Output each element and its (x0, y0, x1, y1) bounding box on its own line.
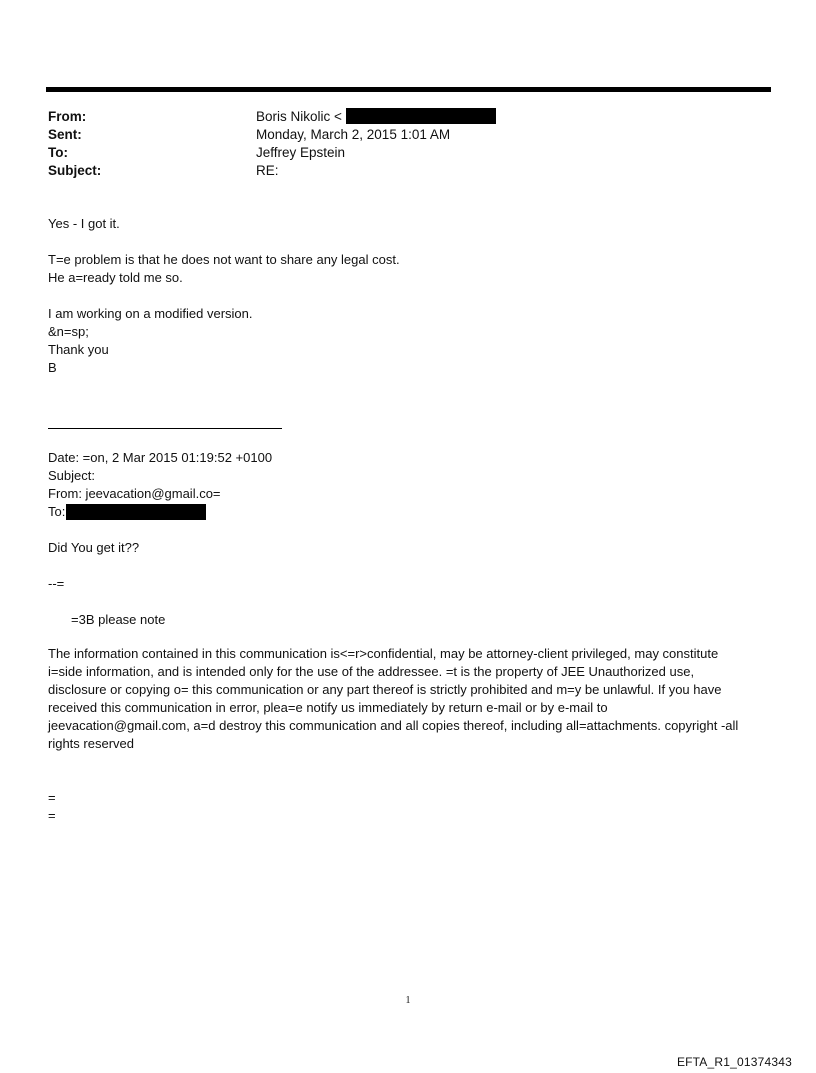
page-number: 1 (405, 995, 411, 1006)
to-label: To: (48, 145, 68, 160)
reply-line: I am working on a modified version. (48, 306, 253, 321)
bates-number: EFTA_R1_01374343 (676, 1055, 792, 1069)
disclaimer-line: i=side information, and is intended only for the use of the addressee. =t is the property of JEE Unauthorized use, (48, 664, 695, 679)
reply-line: &n=sp; (48, 324, 89, 339)
quoted-to-label: To: (48, 504, 66, 519)
disclaimer-line: jeevacation@gmail.com, a=d destroy this communication and all copies thereof, including all=attachments. copyright -all (48, 718, 739, 733)
sent-value: Monday, March 2, 2015 1:01 AM (256, 127, 451, 142)
to-row (48, 144, 768, 162)
reply-line: T=e problem is that he does not want to share any legal cost. (48, 252, 400, 267)
reply-line: He a=ready told me so. (48, 270, 183, 285)
disclaimer-line: disclosure or copying o= this communication or any part thereof is strictly prohibited and m=y be unlawful. If you have (48, 682, 722, 697)
from-row (48, 108, 768, 126)
to-value: Jeffrey Epstein (256, 145, 346, 160)
signature-dash: --= (48, 576, 65, 591)
reply-line: Thank you (48, 342, 109, 357)
disclaimer-line: rights reserved (48, 736, 134, 751)
from-value (256, 108, 496, 126)
from-angle-bracket: < (334, 109, 342, 124)
sent-row (48, 126, 768, 144)
trailing-equals: = (48, 808, 56, 823)
quoted-message: Did You get it?? (48, 540, 140, 555)
quoted-subject: Subject: (48, 468, 95, 483)
subject-value: RE: (256, 163, 279, 178)
please-note: =3B please note (71, 612, 166, 627)
disclaimer-line: The information contained in this communication is<=r>confidential, may be attorney-client privileged, may constitute (48, 646, 719, 661)
trailing-equals: = (48, 790, 56, 805)
redaction-box (346, 108, 496, 124)
quote-separator (48, 428, 282, 429)
subject-row (48, 162, 768, 180)
sent-label: Sent: (48, 127, 82, 142)
quoted-from: From: jeevacation@gmail.co= (48, 486, 221, 501)
disclaimer-line: received this communication in error, plea=e notify us immediately by return e-mail or by e-mail to (48, 700, 608, 715)
header-rule (46, 87, 771, 92)
from-label: From: (48, 109, 87, 124)
reply-signature: B (48, 360, 57, 375)
reply-line: Yes - I got it. (48, 216, 120, 231)
quoted-to (48, 503, 206, 521)
confidentiality-disclaimer (48, 645, 778, 753)
quoted-date: Date: =on, 2 Mar 2015 01:19:52 +0100 (48, 450, 273, 465)
email-header (48, 108, 768, 180)
from-name: Boris Nikolic (256, 109, 331, 124)
subject-label: Subject: (48, 163, 102, 178)
redaction-box (66, 504, 206, 520)
